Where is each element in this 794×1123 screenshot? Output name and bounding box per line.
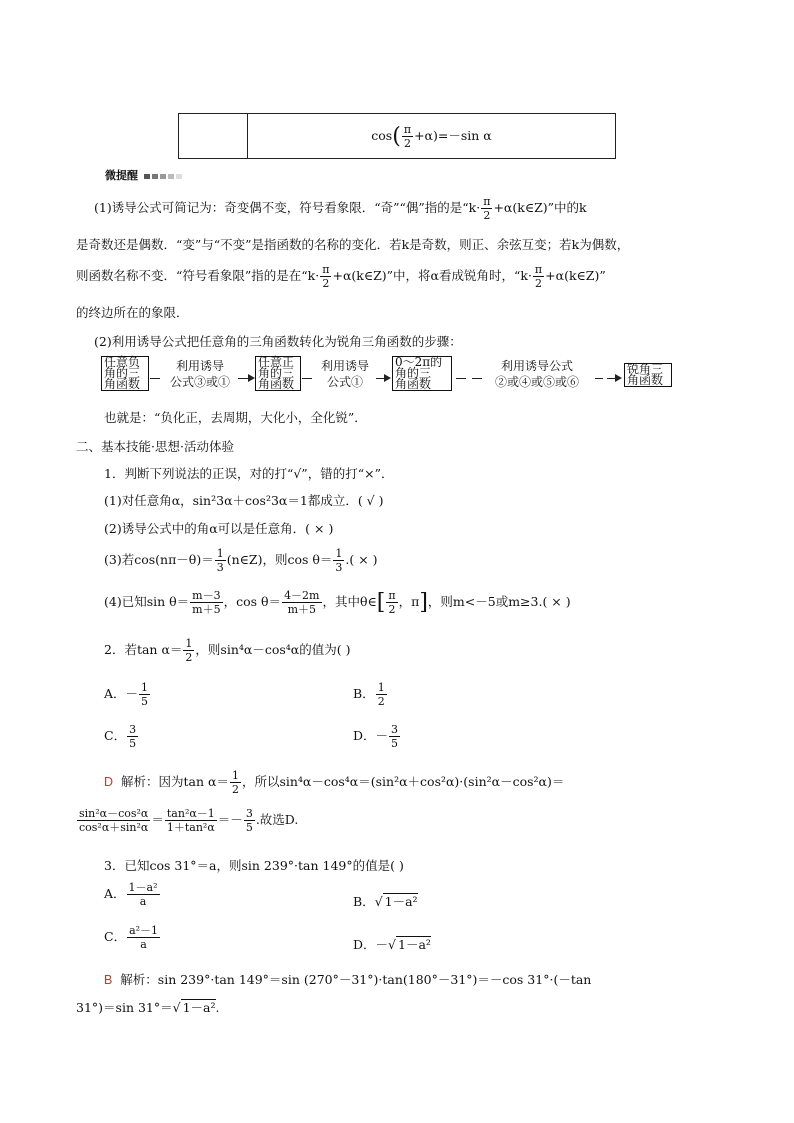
frac-num: π — [403, 122, 412, 136]
frac-num: π — [483, 195, 491, 208]
flow-box-line: 任意负 — [104, 355, 141, 369]
flow-box-line: 角函数 — [627, 373, 664, 387]
frac-den: 2 — [535, 277, 543, 290]
q2-text: ＝ — [217, 812, 231, 827]
q1-item-4 — [104, 590, 571, 615]
frac-num: 4－2m — [284, 589, 320, 602]
flow-box-line: 角函数 — [395, 377, 432, 391]
q2-option-d — [353, 724, 401, 749]
flow-box-line: 任意正 — [258, 355, 295, 369]
frac-den: 5 — [129, 737, 137, 750]
flow-dash — [595, 378, 603, 379]
frac-den: 5 — [141, 695, 149, 708]
q1-item-2: (2)诱导公式中的角α可以是任意角．( × ) — [104, 521, 334, 536]
frac-num: 1 — [377, 681, 385, 694]
flow-box-1 — [101, 356, 149, 391]
tip-title: 微提醒 — [105, 169, 138, 182]
frac-den: a — [139, 895, 147, 908]
q2-answer-line-2 — [76, 808, 298, 833]
frac-den: m＋5 — [192, 603, 221, 616]
flow-box-line: 角的三 — [395, 366, 432, 380]
p1-line-3 — [76, 264, 606, 289]
summary-text: 也就是：“负化正，去周期，大化小，全化锐”． — [104, 410, 367, 425]
q1-text: (4)已知sin θ＝ — [104, 594, 190, 609]
formula-table — [178, 113, 616, 159]
formula-cos: cos — [371, 127, 393, 143]
flow-box-line: 0～2π的 — [395, 355, 443, 369]
tip-bar-2 — [152, 174, 158, 179]
q3-stem: 3．已知cos 31°＝a，则sin 239°·tan 149°的值是( ) — [104, 858, 404, 873]
formula-table-formula-cell: cos( $\frac{\pi}{2}$ +α)=－sin α — [248, 114, 616, 159]
frac-num: 3 — [391, 723, 399, 736]
frac-den: 2 — [231, 783, 239, 796]
flow-box-line: 角的三 — [258, 366, 295, 380]
flow-step-1 — [160, 358, 240, 390]
flow-step-line: 利用诱导 — [320, 359, 369, 373]
frac-num: 1 — [231, 769, 239, 782]
flow-dash — [472, 378, 482, 379]
p1-line-1 — [94, 196, 587, 221]
sqrt-icon: √ — [172, 1000, 181, 1015]
bracket-left: [ — [376, 590, 386, 615]
flow-box-line: 角的三 — [104, 366, 141, 380]
q3-answer-line-1 — [104, 970, 591, 988]
q2-stem — [104, 638, 350, 663]
q2-option-a — [104, 682, 151, 707]
section-heading: 二、基本技能·思想·活动体验 — [76, 439, 234, 454]
answer-letter: D — [104, 775, 114, 789]
frac-den: 2 — [377, 695, 385, 708]
frac-den: cos²α＋sin²α — [79, 821, 149, 834]
frac-den: 5 — [245, 821, 253, 834]
option-label: D．－ — [353, 937, 389, 952]
flow-dash — [376, 378, 384, 379]
frac-num: 1 — [185, 637, 193, 650]
option-label: A．－ — [104, 686, 139, 701]
flow-step-line: 利用诱导公式 — [500, 359, 573, 373]
flow-box-3 — [392, 356, 452, 391]
tip-bar-5 — [176, 174, 182, 179]
q1-text: ，则m<－5或m≥3.( × ) — [427, 594, 571, 609]
flow-step-2 — [312, 358, 378, 390]
sqrt-content: 1－a² — [384, 894, 418, 909]
frac-num: π — [534, 263, 543, 276]
flow-box-line: 角函数 — [258, 377, 295, 391]
frac-num: sin²α－cos²α — [79, 807, 149, 820]
frac-den: 2 — [185, 651, 193, 664]
p1-text: 则函数名称不变．“符号看象限”指的是在“k· — [76, 268, 320, 283]
sqrt-icon: √ — [388, 937, 396, 952]
q2-text: .故选D. — [255, 812, 299, 827]
q1-item-1: (1)对任意角α，sin²3α＋cos²3α＝1都成立．( √ ) — [104, 493, 384, 508]
flow-dash — [302, 378, 312, 379]
p1-line-2: 是奇数还是偶数．“变”与“不变”是指函数的名称的变化．若k是奇数，则正、余弦互变；若k为偶数， — [76, 237, 630, 252]
q1-text: ，其中θ∈ — [322, 594, 377, 609]
frac-den: 1＋tan²α — [166, 821, 215, 834]
tip-label — [105, 167, 182, 183]
q1-text: ，cos θ＝ — [223, 594, 282, 609]
formula-table-left-cell — [179, 114, 248, 159]
frac-num: 1 — [216, 547, 224, 560]
q3-option-b — [353, 892, 418, 910]
q2-text: 2．若tan α＝ — [104, 642, 183, 657]
arrow-right-icon — [248, 374, 255, 382]
frac-num: a²－1 — [129, 924, 159, 937]
frac-num: 1 — [141, 681, 149, 694]
frac-num: π — [388, 589, 396, 602]
p1-text: (1)诱导公式可简记为：奇变偶不变，符号看象限．“奇”“偶”指的是“k· — [94, 200, 481, 215]
flow-dash — [607, 378, 615, 379]
bracket-right: ] — [419, 590, 428, 615]
frac-den: m＋5 — [287, 603, 316, 616]
q2-option-c — [104, 724, 139, 749]
flow-box-2 — [255, 356, 301, 391]
q2-text: ，则sin⁴α－cos⁴α的值为( ) — [195, 642, 351, 657]
p1-text: +α(k∈Z)” — [545, 268, 606, 283]
p1-text: +α(k∈Z)”中，将α看成锐角时，“k· — [332, 268, 532, 283]
tip-bar-3 — [160, 174, 166, 179]
q3-text: 解析：sin 239°·tan 149°＝sin (270°－31°)·tan(180°－31°)＝－cos 31°·(－tan — [120, 972, 592, 987]
flow-step-3 — [482, 358, 592, 390]
q3-option-d — [353, 935, 431, 953]
q3-text: 31°)＝sin 31°＝ — [76, 1000, 173, 1015]
q2-text: 解析：因为tan α＝ — [120, 774, 229, 789]
flow-step-line: 公式③或① — [169, 375, 230, 389]
frac-num: 3 — [245, 807, 253, 820]
p1-line-4: 的终边所在的象限． — [76, 305, 189, 320]
sqrt-icon: √ — [374, 894, 383, 909]
q1-item-3 — [104, 548, 378, 573]
arrow-right-icon — [384, 374, 391, 382]
q3-option-c — [104, 925, 161, 950]
frac-den: 2 — [403, 136, 411, 150]
q2-answer-line-1 — [104, 770, 564, 795]
option-label: C． — [104, 728, 127, 743]
flow-box-line: 角函数 — [104, 377, 141, 391]
arrow-right-icon — [615, 374, 622, 382]
q3-answer-line-2 — [76, 998, 220, 1016]
flow-step-line: 利用诱导 — [175, 359, 224, 373]
q2-text: ，所以sin⁴α－cos⁴α＝(sin²α＋cos²α)·(sin²α－cos²α)＝ — [241, 774, 565, 789]
option-label: B． — [353, 894, 375, 909]
flow-dash — [150, 378, 160, 379]
frac-num: tan²α－1 — [166, 807, 215, 820]
flow-step-line: 公式① — [326, 375, 363, 389]
option-label: C． — [104, 929, 127, 944]
answer-letter: B — [104, 973, 113, 987]
sqrt-content: 1－a² — [398, 937, 431, 952]
frac-den: 3 — [335, 561, 343, 574]
flow-box-line: 锐角三 — [627, 362, 664, 376]
frac-den: 5 — [391, 737, 399, 750]
q3-option-a — [104, 882, 161, 907]
flow-step-line: ②或④或⑤或⑥ — [494, 375, 579, 389]
q1-text: (3)若cos(nπ－θ)＝ — [104, 552, 214, 567]
q1-text: ，π — [398, 594, 420, 609]
q3-text: . — [215, 1000, 220, 1015]
flow-dash — [238, 378, 248, 379]
frac-den: 2 — [388, 603, 396, 616]
frac-den: 2 — [322, 277, 330, 290]
option-label: D．－ — [353, 728, 389, 743]
tip-bar-4 — [168, 174, 174, 179]
frac-num: m－3 — [192, 589, 221, 602]
q1-text: .( × ) — [345, 552, 378, 567]
q2-option-b — [353, 682, 388, 707]
q2-text: ＝ — [151, 812, 164, 827]
frac-num: 1－a² — [128, 881, 158, 894]
q2-text: － — [230, 812, 243, 827]
frac-den: a — [140, 938, 147, 951]
option-label: A． — [104, 886, 126, 901]
p2-text: (2)利用诱导公式把任意角的三角函数转化为锐角三角函数的步骤： — [94, 334, 462, 349]
formula-tail: +α)=－sin α — [414, 127, 492, 143]
frac-num: 3 — [129, 723, 137, 736]
sqrt-content: 1－a² — [182, 1000, 216, 1015]
q1-text: (n∈Z)，则cos θ＝ — [226, 552, 333, 567]
frac-den: 2 — [483, 209, 491, 222]
option-label: B． — [353, 686, 375, 701]
frac-num: π — [322, 263, 330, 276]
flow-box-4 — [624, 363, 672, 387]
p1-text: +α(k∈Z)”中的k — [493, 200, 587, 215]
frac-den: 3 — [216, 561, 224, 574]
q1-stem: 1．判断下列说法的正误，对的打“√”，错的打“×”． — [104, 466, 394, 481]
tip-bar-1 — [144, 174, 150, 179]
flow-dash — [456, 378, 466, 379]
frac-num: 1 — [335, 547, 343, 560]
